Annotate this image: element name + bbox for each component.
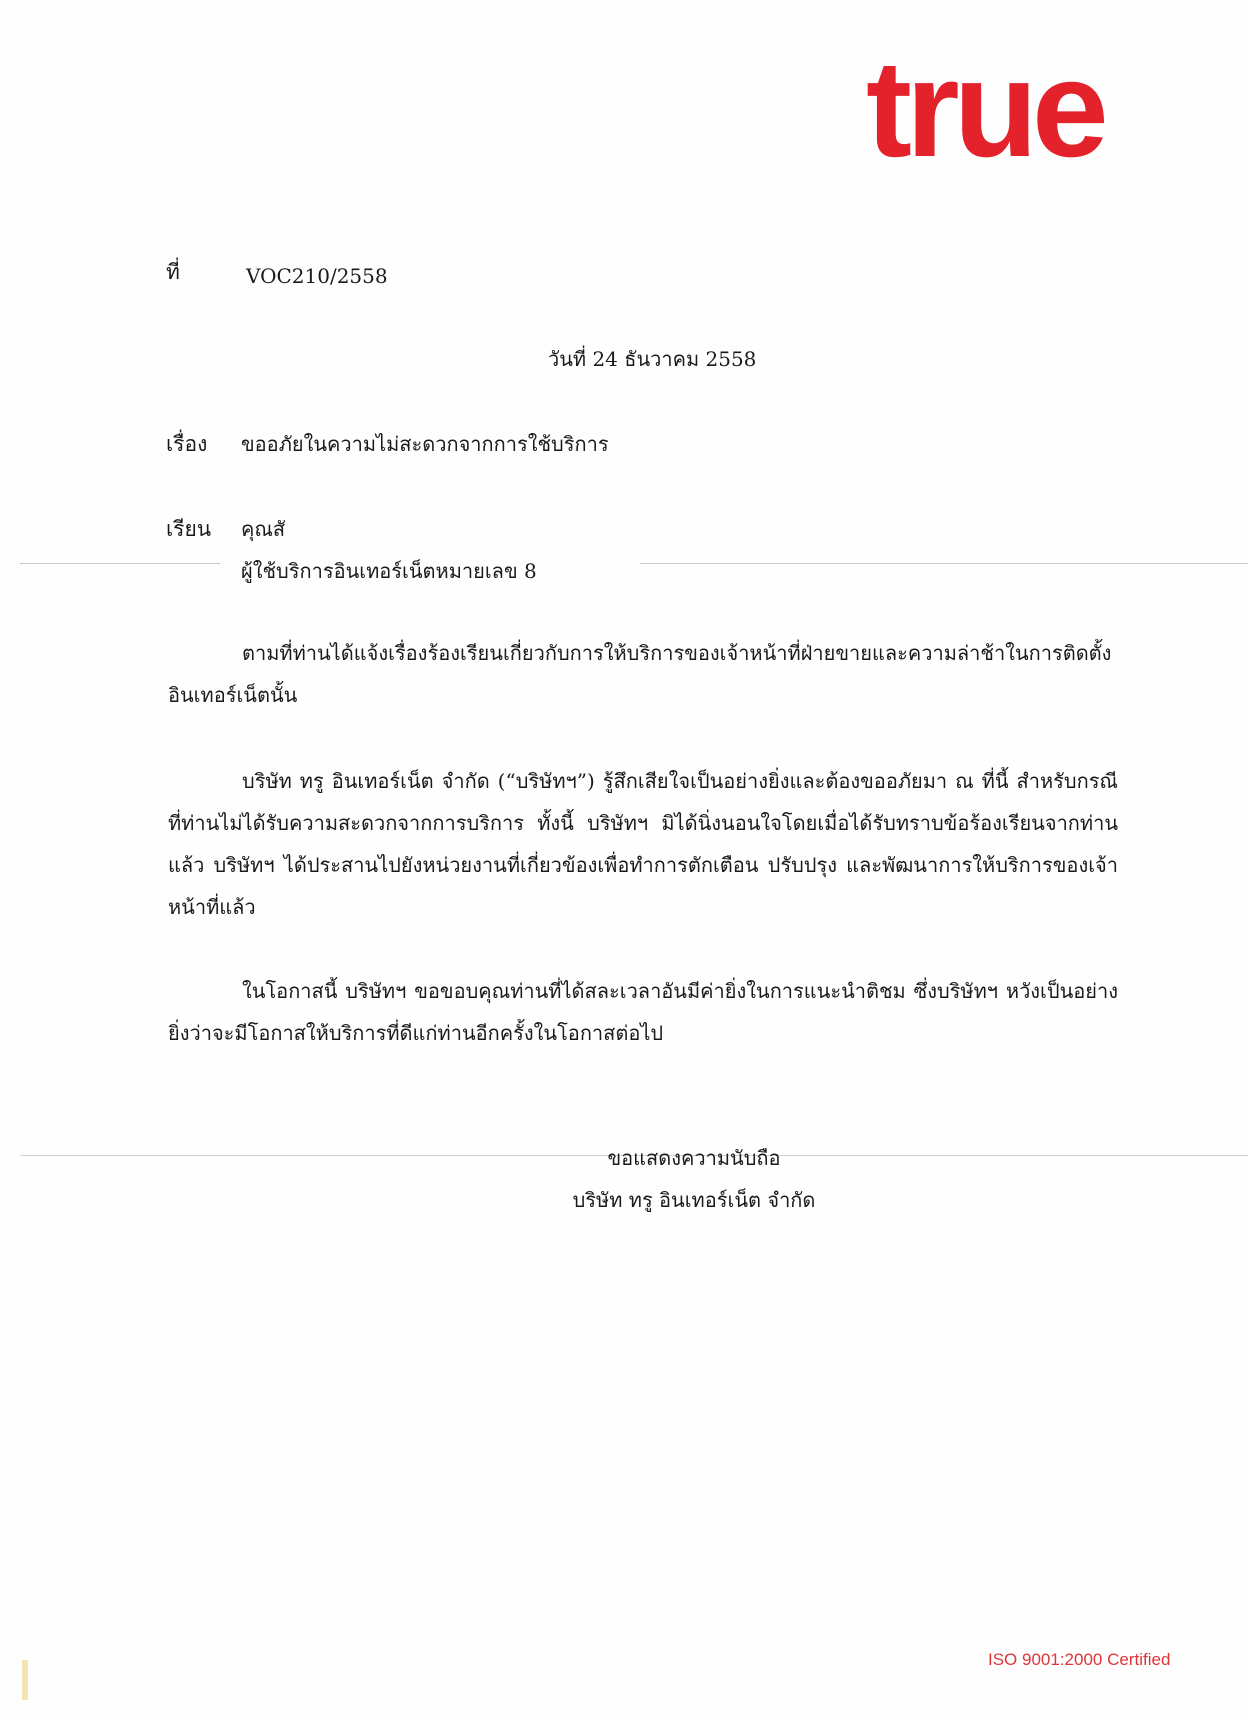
body-paragraph: ตามที่ท่านได้แจ้งเรื่องร้องเรียนเกี่ยวกับการให้บริการของเจ้าหน้าที่ฝ่ายขายและความล่าช้าในการติดตั้งอินเทอร์เน็ตนั้น: [168, 641, 1112, 707]
recipient-name: คุณสั: [241, 517, 286, 541]
body-paragraph: ในโอกาสนี้ บริษัทฯ ขอขอบคุณท่านที่ได้สละเวลาอันมีค่ายิ่งในการแนะนำติชม ซึ่งบริษัทฯ หวังเป็นอย่างยิ่งว่าจะมีโอกาสให้บริการที่ดีแก่ท่านอีกครั้งในโอกาสต่อไป: [168, 979, 1118, 1045]
body-paragraph: บริษัท ทรู อินเทอร์เน็ต จำกัด (“บริษัทฯ”) รู้สึกเสียใจเป็นอย่างยิ่งและต้องขออภัยมา ณ ที่นี้ สำหรับกรณีที่ท่านไม่ได้รับความสะดวกจากการบริการ ทั้งนี้ บริษัทฯ มิได้นิ่งนอนใจโดยเมื่อได้รับทราบข้อร้องเรียนจากท่านแล้ว บริษัทฯ ได้ประสานไปยังหน่วยงานที่เกี่ยวข้องเพื่อทำการตักเตือน ปรับปรุง และพัฒนาการให้บริการของเจ้าหน้าที่แล้ว: [168, 769, 1118, 919]
fold-line: [20, 563, 220, 564]
fold-line: [640, 563, 1248, 564]
logo-wordmark: true: [866, 48, 1103, 178]
subject-label: เรื่อง: [166, 432, 208, 456]
signature-block: [0, 1186, 1248, 1214]
iso-certification: ISO 9001:2000 Certified: [988, 1650, 1171, 1669]
recipient-description: ผู้ใช้บริการอินเทอร์เน็ตหมายเลข 8: [241, 559, 537, 583]
true-logo: [866, 48, 1176, 178]
ref-number: VOC210/2558: [246, 264, 388, 288]
recipient-label: เรียน: [166, 517, 212, 541]
signature-company: บริษัท ทรู อินเทอร์เน็ต จำกัด: [572, 1188, 816, 1212]
scan-edge-mark: [22, 1660, 28, 1700]
ref-label: ที่: [166, 260, 180, 284]
subject-text: ขออภัยในความไม่สะดวกจากการใช้บริการ: [241, 432, 609, 456]
closing-line: [0, 1144, 1248, 1172]
letter-date: วันที่ 24 ธันวาคม 2558: [548, 347, 757, 371]
closing-text: ขอแสดงความนับถือ: [607, 1146, 781, 1170]
